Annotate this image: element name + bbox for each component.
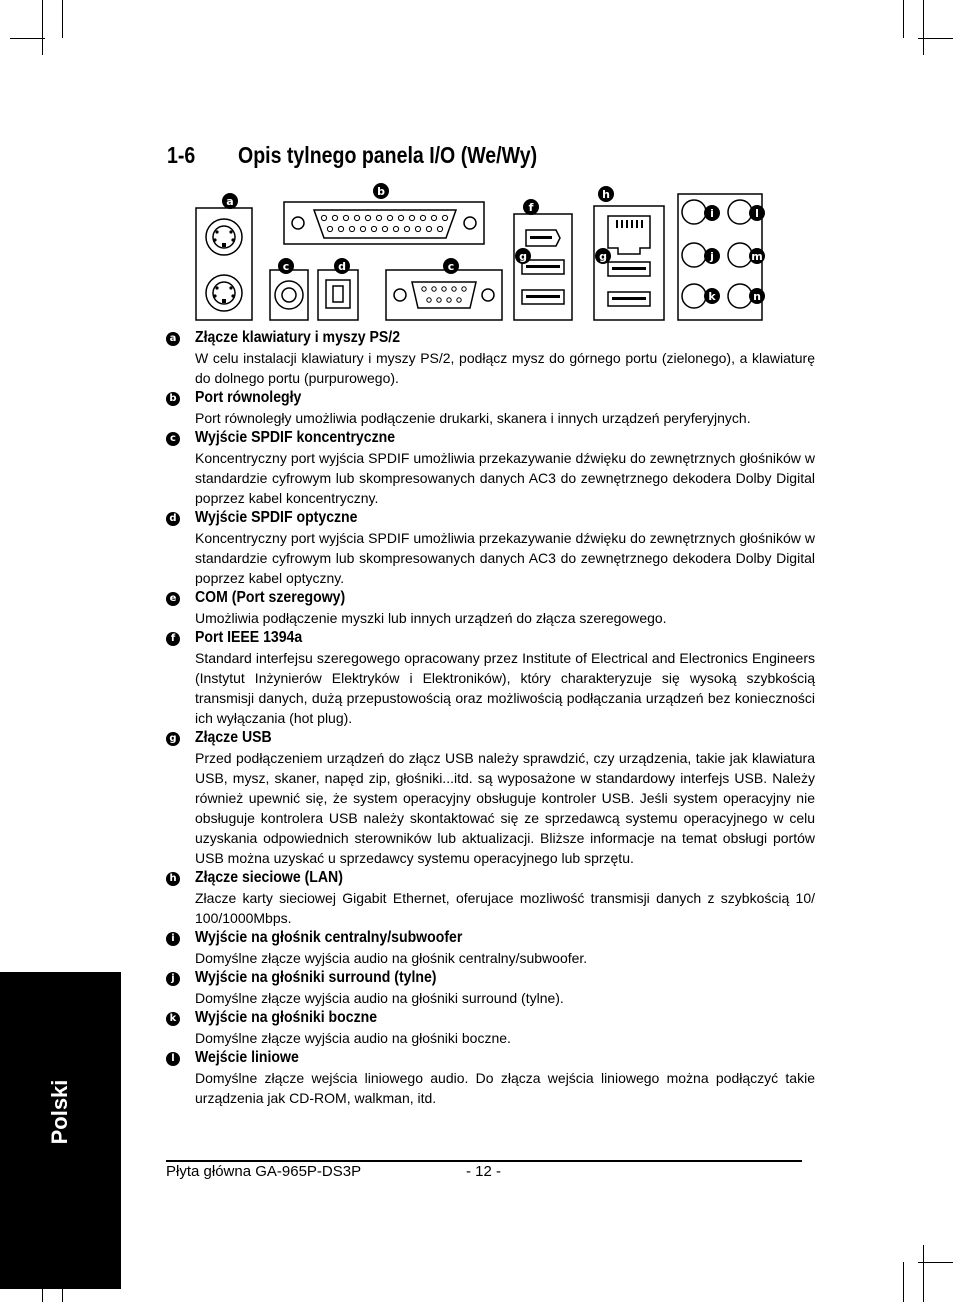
item-title: Port IEEE 1394a [195,629,303,646]
callout-c: c [282,260,290,273]
port-item-ieee1394 [166,628,815,728]
item-title: Wyjście na głośniki surround (tylne) [195,969,437,986]
port-item-com [166,588,806,628]
item-title: Wyjście na głośnik centralny/subwoofer [195,929,463,946]
ps2-housing [196,208,252,320]
callout-g: g [599,250,607,263]
com-port [412,282,476,308]
footer-product: Płyta główna GA-965P-DS3P [166,1163,362,1180]
item-description: Port równoległy umożliwia podłączenie drukarki, skanera i innych urządzeń peryferyjnych. [195,410,751,426]
crop-mark [903,1262,904,1302]
port-item-center-subwoofer [166,928,806,968]
item-title: COM (Port szeregowy) [195,589,346,606]
item-title: Wyjście SPDIF optyczne [195,509,358,526]
item-description: Standard interfejsu szeregowego opracowany przez Institute of Electrical and Electronics Engineers (Instytut Inżynierów Elektryków i Elektroników), który charakteryzuje się wysoką szybkością transmisji danych, dużą przepustowością oraz możliwością podłączania urządzeń bez konieczności ich wyłączania (hot plug). [195,650,815,726]
item-description: Złacze karty sieciowej Gigabit Ethernet, oferujace mozliwość transmisji danych z szybkością 10/ 100/1000Mbps. [195,890,815,926]
footer-rule [166,1160,802,1162]
callout-a: a [226,195,234,208]
item-marker: c [166,432,180,446]
audio-jack [728,243,752,267]
item-marker: h [166,872,180,886]
audio-jack [728,284,752,308]
port-item-usb [166,728,815,868]
callout-g: g [519,250,527,263]
audio-jack [682,243,706,267]
port-item-spdif-coaxial [166,428,815,508]
port-item-line-in [166,1048,815,1108]
callout-i: i [710,207,714,220]
crop-mark [923,1245,924,1302]
audio-jack [682,200,706,224]
section-number: 1-6 [167,142,196,168]
callout-e: c [447,260,455,273]
item-marker: k [166,1012,180,1026]
callout-k: k [708,290,716,303]
callout-d: d [338,260,346,273]
audio-jack [682,284,706,308]
item-description: Koncentryczny port wyjścia SPDIF umożliwia przekazywanie dźwięku do zewnętrznych głośników w standardzie cyfrowym lub skompresowanych danych AC3 do zewnętrznego dekodera Dolby Digital poprzez kabel koncentryczny. [195,450,815,506]
item-marker: a [166,332,180,346]
item-marker: l [166,1052,180,1066]
item-title: Wyjście SPDIF koncentryczne [195,429,396,446]
crop-mark [42,0,43,55]
item-title: Wejście liniowe [195,1049,299,1066]
crop-mark [923,0,924,55]
callout-b: b [377,185,385,198]
item-title: Złącze sieciowe (LAN) [195,869,343,886]
port-item-side-speaker [166,1008,806,1048]
item-title: Wyjście na głośniki boczne [195,1009,378,1026]
ps2-mouse-port [206,219,242,255]
spdif-coaxial-port [275,281,303,309]
com-housing [386,270,502,320]
item-marker: e [166,592,180,606]
port-item-lan [166,868,815,928]
parallel-port [314,210,456,238]
item-description: Domyślne złącze wyjścia audio na głośniki boczne. [195,1030,511,1046]
item-description: Umożliwia podłączenie myszki lub innych urządzeń do złącza szeregowego. [195,610,667,626]
item-description: W celu instalacji klawiatury i myszy PS/2, podłącz mysz do górnego portu (zielonego), a klawiaturę do dolnego portu (purpurowego). [195,350,815,386]
port-item-parallel [166,388,806,428]
item-description: Domyślne złącze wejścia liniowego audio. Do złącza wejścia liniowego można podłączyć takie urządzenia jak CD-ROM, walkman, itd. [195,1070,815,1106]
item-title: Port równoległy [195,389,302,406]
ps2-keyboard-port [206,275,242,311]
callout-h: h [602,188,610,201]
rear-panel-diagram [194,182,774,324]
item-description: Przed podłączeniem urządzeń do złącz USB należy sprawdzić, czy urządzenia, takie jak klawiatura USB, mysz, skaner, napęd zip, głośniki...itd. są wyposażone w standardowy interfejs USB. Należy również upewnić się, że system operacyjny obsługuje kontroler USB. Jeśli system operacyjny nie obsługuje kontrolera USB należy skontaktować się ze sprzedawcą systemu operacyjnego w celu uzyskania odpowiednich sterowników lub aktualizacji. Bliższe informacje na temat obsługi portów USB można uzyskać u sprzedawcy systemu operacyjnego lub sprzętu. [195,750,815,866]
item-description: Domyślne złącze wyjścia audio na głośniki surround (tylne). [195,990,564,1006]
item-marker: b [166,392,180,406]
item-title: Złącze klawiatury i myszy PS/2 [195,329,401,346]
lan-port [608,216,650,254]
item-marker: g [166,732,180,746]
port-descriptions [166,328,815,1108]
audio-jack [728,200,752,224]
item-title: Złącze USB [195,729,272,746]
page-number: - 12 - [466,1163,502,1180]
callout-l: l [755,207,759,220]
item-marker: i [166,932,180,946]
section-title: Opis tylnego panela I/O (We/Wy) [238,142,538,168]
item-description: Koncentryczny port wyjścia SPDIF umożliwia przekazywanie dźwięku do zewnętrznych głośników w standardzie cyfrowym lub skompresowanych danych AC3 do zewnętrznego dekodera Dolby Digital poprzez kabel optyczny. [195,530,815,586]
item-description: Domyślne złącze wyjścia audio na głośnik centralny/subwoofer. [195,950,588,966]
item-marker: j [166,972,180,986]
port-item-rear-surround [166,968,806,1008]
item-marker: d [166,512,180,526]
spdif-optical-housing [318,270,358,320]
spdif-optical-port [326,280,350,308]
crop-mark [62,0,63,38]
callout-n: n [753,290,761,303]
crop-mark [10,38,45,39]
crop-mark [903,0,904,38]
port-item-ps2 [166,328,815,388]
item-marker: f [166,632,180,646]
language-tab-label: Polski [47,1079,72,1145]
port-item-spdif-optical [166,508,815,588]
callout-m: m [751,250,763,263]
callout-f: f [528,201,534,214]
callout-j: j [710,250,714,263]
